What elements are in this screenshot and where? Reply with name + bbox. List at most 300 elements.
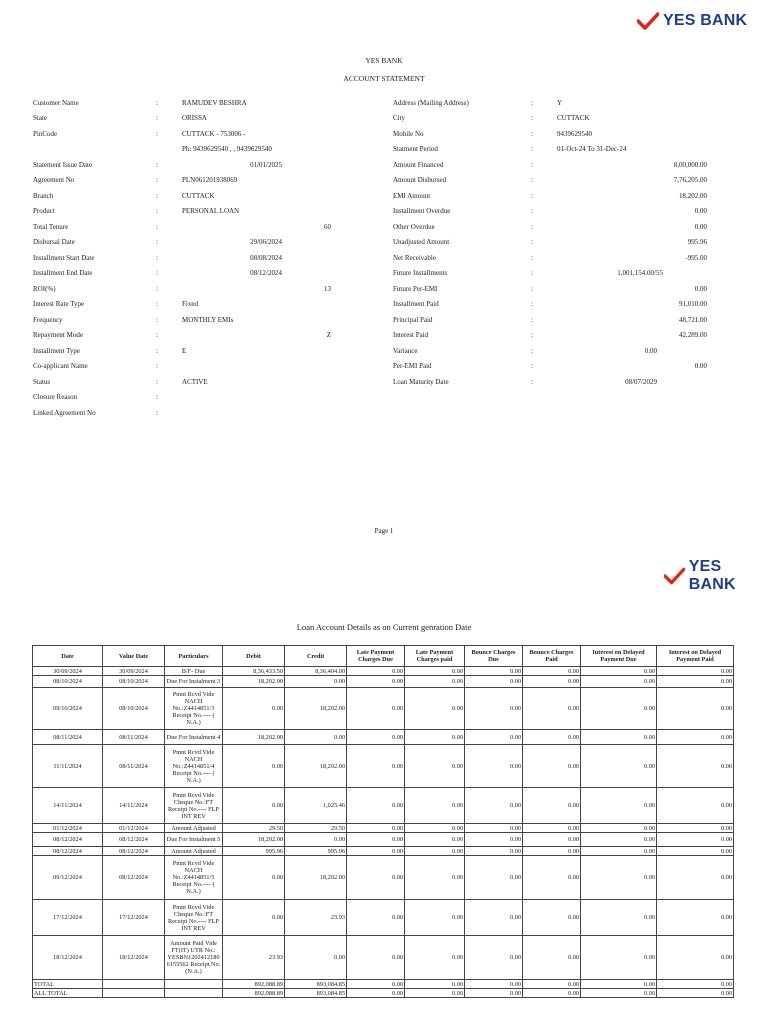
table-cell: Pmnt Rcvd Vide NACH No.:Z4414851/5 Receipt No.---- ( N.A.) — [165, 856, 223, 900]
table-cell: 0.00 — [285, 730, 347, 745]
table-row — [33, 847, 734, 856]
table-cell: 23.93 — [223, 936, 285, 980]
info-value: 0.00 — [644, 347, 657, 355]
table-cell: 0.00 — [405, 730, 465, 745]
table-cell: 30/09/2024 — [103, 667, 165, 676]
table-cell: 0.00 — [523, 788, 581, 824]
table-cell: 0.00 — [405, 676, 465, 688]
info-separator: : — [531, 130, 533, 138]
info-separator: : — [531, 347, 533, 355]
table-cell: 0.00 — [465, 730, 523, 745]
table-cell: 08/12/2024 — [103, 856, 165, 900]
table-cell: 995.96 — [285, 847, 347, 856]
table-cell: 0.00 — [657, 856, 734, 900]
info-row — [393, 377, 709, 387]
table-cell: 0.00 — [657, 833, 734, 847]
table-cell: 0.00 — [405, 856, 465, 900]
table-cell: 0.00 — [223, 688, 285, 730]
table-cell: 0.00 — [405, 989, 465, 998]
table-cell: 0.00 — [405, 745, 465, 788]
info-label: Customer Name — [33, 99, 79, 107]
info-value: 8,00,000.00 — [673, 161, 707, 169]
info-separator: : — [531, 161, 533, 169]
yes-bank-logo-top — [637, 12, 747, 30]
table-cell: 01/12/2024 — [103, 824, 165, 833]
info-label: Installment Type — [33, 347, 81, 355]
table-cell: 0.00 — [581, 900, 657, 936]
table-cell: 0.00 — [657, 745, 734, 788]
info-row — [33, 392, 373, 402]
info-separator: : — [531, 145, 533, 153]
info-row — [33, 113, 373, 123]
info-row — [33, 284, 373, 294]
loan-details-title: Loan Account Details as on Current genration Date — [296, 622, 472, 632]
info-value: 7,76,205.00 — [673, 176, 707, 184]
info-label: Statment Period — [393, 145, 438, 153]
info-separator: : — [531, 362, 533, 370]
info-label: Amount Disbursed — [393, 176, 447, 184]
table-cell: 0.00 — [465, 833, 523, 847]
info-value: 0.00 — [694, 223, 707, 231]
info-label: Principal Paid — [393, 316, 433, 324]
info-row — [33, 361, 373, 371]
info-row — [393, 315, 709, 325]
table-cell: 0.00 — [347, 688, 405, 730]
table-cell: 0.00 — [465, 688, 523, 730]
info-value: 0.00 — [694, 362, 707, 370]
info-row — [393, 191, 709, 201]
info-row — [33, 222, 373, 232]
column-header: Particulars — [165, 646, 223, 667]
info-separator: : — [156, 176, 158, 184]
info-value: 29/06/2024 — [250, 238, 282, 246]
info-separator: : — [531, 176, 533, 184]
table-cell: 18,202.00 — [285, 856, 347, 900]
info-row — [393, 129, 709, 139]
info-row — [33, 206, 373, 216]
table-cell: 0.00 — [523, 667, 581, 676]
info-separator: : — [531, 223, 533, 231]
table-row — [33, 788, 734, 824]
table-cell: ALL TOTAL — [33, 989, 103, 998]
table-cell: B/F- Due — [165, 667, 223, 676]
info-value: 13 — [324, 285, 331, 293]
info-value: 0.00 — [694, 285, 707, 293]
table-cell: 09/10/2024 — [33, 688, 103, 730]
table-cell: 0.00 — [347, 824, 405, 833]
table-cell — [103, 989, 165, 998]
table-cell: 0.00 — [657, 667, 734, 676]
table-cell: 0.00 — [223, 900, 285, 936]
info-row — [33, 237, 373, 247]
table-row — [33, 745, 734, 788]
info-row — [393, 268, 709, 278]
table-cell: 0.00 — [581, 788, 657, 824]
table-cell: 0.00 — [523, 936, 581, 980]
table-cell: 0.00 — [405, 847, 465, 856]
table-cell: 0.00 — [581, 824, 657, 833]
table-cell: 0.00 — [657, 788, 734, 824]
table-cell: 29.50 — [285, 824, 347, 833]
table-cell: 08/11/2024 — [103, 745, 165, 788]
table-cell: 0.00 — [465, 745, 523, 788]
table-cell: 0.00 — [523, 980, 581, 989]
table-cell: 0.00 — [523, 847, 581, 856]
table-cell: TOTAL — [33, 980, 103, 989]
statement-title: ACCOUNT STATEMENT — [343, 74, 425, 83]
info-label: EMI Amount — [393, 192, 431, 200]
column-header: Interest on Delayed Payment Due — [581, 646, 657, 667]
table-cell: 18/12/2024 — [103, 936, 165, 980]
table-cell: 0.00 — [657, 980, 734, 989]
info-label: Interest Paid — [393, 331, 429, 339]
info-row — [393, 113, 709, 123]
info-value: ACTIVE — [182, 378, 208, 386]
table-cell: Amount Paid Vide FT(IT) UTR No.: YESBN1202412180 6155562 Receipt No. (N.A.) — [165, 936, 223, 980]
info-value: 01-Oct-24 To 31-Dec-24 — [557, 145, 627, 153]
info-row — [393, 284, 709, 294]
info-label: Disbursal Date — [33, 238, 75, 246]
table-cell: 0.00 — [405, 688, 465, 730]
table-cell: 08/10/2024 — [103, 688, 165, 730]
bank-name-heading: YES BANK — [365, 56, 403, 65]
info-separator: : — [531, 316, 533, 324]
table-cell: 0.00 — [465, 936, 523, 980]
table-cell: 0.00 — [347, 833, 405, 847]
info-separator: : — [156, 347, 158, 355]
info-label: Future Per-EMI — [393, 285, 438, 293]
info-row — [33, 299, 373, 309]
info-label: Net Receivable — [393, 254, 436, 262]
info-label: ROI(%) — [33, 285, 56, 293]
info-label: Repayment Mode — [33, 331, 83, 339]
column-header: Debit — [223, 646, 285, 667]
info-separator: : — [156, 409, 158, 417]
table-cell: 995.96 — [223, 847, 285, 856]
table-cell: 0.00 — [347, 900, 405, 936]
info-value: PERSONAL LOAN — [182, 207, 240, 215]
info-separator: : — [156, 254, 158, 262]
table-cell: 0.00 — [465, 676, 523, 688]
table-cell: 18,202.00 — [223, 676, 285, 688]
info-label: Future Installments — [393, 269, 448, 277]
column-header: Late Payment Charges Due — [347, 646, 405, 667]
table-cell: 0.00 — [347, 730, 405, 745]
table-cell: Pmnt Rcvd Vide Cheque No.:FT Receipt No.---- FLP INT REV — [165, 900, 223, 936]
table-cell: 0.00 — [405, 824, 465, 833]
column-header: Value Date — [103, 646, 165, 667]
table-cell: 0.00 — [347, 676, 405, 688]
table-cell: 30/09/2024 — [33, 667, 103, 676]
info-value: Fixed — [182, 300, 198, 308]
info-label: Frequency — [33, 316, 63, 324]
info-label: Address (Mailing Address) — [393, 99, 469, 107]
table-cell: 893,084.85 — [285, 989, 347, 998]
info-label: Closure Reason — [33, 393, 78, 401]
table-cell: 11/11/2024 — [33, 745, 103, 788]
column-header: Credit — [285, 646, 347, 667]
info-separator: : — [156, 362, 158, 370]
table-cell: 18/12/2024 — [33, 936, 103, 980]
info-value: 91,010.00 — [679, 300, 707, 308]
info-separator: : — [156, 207, 158, 215]
table-cell: 0.00 — [465, 989, 523, 998]
table-cell: 0.00 — [581, 989, 657, 998]
info-row — [33, 144, 373, 154]
table-cell: 0.00 — [657, 730, 734, 745]
table-cell: Due For Instalment 4 — [165, 730, 223, 745]
table-cell: 8,36,404.00 — [285, 667, 347, 676]
info-label: Installment Start Date — [33, 254, 95, 262]
info-row — [393, 361, 709, 371]
info-separator: : — [531, 300, 533, 308]
info-separator: : — [531, 269, 533, 277]
table-cell: 0.00 — [581, 856, 657, 900]
info-row — [33, 129, 373, 139]
table-cell: 0.00 — [657, 676, 734, 688]
table-cell: 14/11/2024 — [103, 788, 165, 824]
info-value: 9439629540 — [557, 130, 592, 138]
info-label: Mobile No — [393, 130, 424, 138]
table-cell: 0.00 — [347, 667, 405, 676]
info-value: 08/07/2029 — [625, 378, 657, 386]
info-separator: : — [156, 223, 158, 231]
table-cell: 0.00 — [523, 688, 581, 730]
logo-text: YES BANK — [688, 558, 736, 593]
table-cell: 08/12/2024 — [33, 847, 103, 856]
table-cell: 0.00 — [285, 833, 347, 847]
info-label: Other Overdue — [393, 223, 435, 231]
info-row — [33, 98, 373, 108]
table-cell: 0.00 — [465, 980, 523, 989]
total-row — [33, 980, 734, 989]
table-cell: 0.00 — [347, 788, 405, 824]
info-label: Product — [33, 207, 55, 215]
table-cell: Pmnt Rcvd Vide Cheque No.:FT Receipt No.---- FLP INT REV — [165, 788, 223, 824]
info-separator: : — [156, 285, 158, 293]
info-value: RAMUDEV BESHRA — [182, 99, 247, 107]
table-cell: 09/12/2024 — [33, 856, 103, 900]
table-cell: 18,202.00 — [223, 833, 285, 847]
table-cell: 0.00 — [465, 847, 523, 856]
info-separator: : — [531, 378, 533, 386]
info-label: Linked Agreement No — [33, 409, 96, 417]
info-value: 1,001,154.00/55 — [617, 269, 663, 277]
table-cell: Amount Adjusted — [165, 824, 223, 833]
info-value: 01/01/2025 — [250, 161, 282, 169]
info-row — [33, 330, 373, 340]
table-row — [33, 936, 734, 980]
info-separator: : — [156, 114, 158, 122]
total-row — [33, 989, 734, 998]
info-row — [393, 237, 709, 247]
yes-bank-logo-page2 — [664, 558, 768, 594]
info-row — [33, 346, 373, 356]
table-cell: 892,088.89 — [223, 980, 285, 989]
column-header: Bounce Charges Due — [465, 646, 523, 667]
table-cell: 0.00 — [405, 980, 465, 989]
table-cell: 29.50 — [223, 824, 285, 833]
info-row — [393, 222, 709, 232]
info-separator: : — [531, 192, 533, 200]
table-cell: 18,202.00 — [285, 745, 347, 788]
table-cell: 8,36,433.50 — [223, 667, 285, 676]
table-cell: 0.00 — [657, 688, 734, 730]
table-cell: 0.00 — [657, 989, 734, 998]
info-label: Variance — [393, 347, 418, 355]
table-header-row — [33, 646, 734, 667]
info-separator: : — [156, 130, 158, 138]
table-cell: 0.00 — [581, 745, 657, 788]
table-cell: 0.00 — [581, 980, 657, 989]
table-cell: 0.00 — [523, 745, 581, 788]
table-cell: 1,025.46 — [285, 788, 347, 824]
info-row — [393, 346, 709, 356]
table-cell: 0.00 — [657, 900, 734, 936]
table-cell: 0.00 — [347, 989, 405, 998]
table-cell: 08/10/2024 — [103, 676, 165, 688]
info-value: CUTTACK — [182, 192, 215, 200]
info-label: Total Tenure — [33, 223, 69, 231]
table-cell: 0.00 — [347, 847, 405, 856]
info-label: Loan Maturity Date — [393, 378, 449, 386]
info-separator: : — [156, 393, 158, 401]
info-separator: : — [531, 114, 533, 122]
table-cell: 0.00 — [347, 745, 405, 788]
table-cell: 08/11/2024 — [103, 730, 165, 745]
table-cell: 0.00 — [405, 667, 465, 676]
info-label: Agreement No — [33, 176, 75, 184]
table-cell: 0.00 — [465, 788, 523, 824]
table-row — [33, 688, 734, 730]
info-row — [33, 268, 373, 278]
table-cell: 0.00 — [523, 824, 581, 833]
info-separator: : — [156, 300, 158, 308]
info-label: Co-applicant Name — [33, 362, 88, 370]
column-header: Interest on Delayed Payment Paid — [657, 646, 734, 667]
table-row — [33, 900, 734, 936]
info-value: ORISSA — [182, 114, 207, 122]
check-icon — [637, 12, 659, 30]
info-label: Status — [33, 378, 51, 386]
table-cell: 08/12/2024 — [33, 833, 103, 847]
info-label: PinCode — [33, 130, 58, 138]
table-cell: 0.00 — [523, 676, 581, 688]
info-value: 42,289.00 — [679, 331, 707, 339]
table-cell: 18,202.00 — [285, 688, 347, 730]
table-cell: 0.00 — [523, 730, 581, 745]
info-separator: : — [156, 331, 158, 339]
info-separator: : — [531, 331, 533, 339]
info-separator: : — [156, 316, 158, 324]
table-cell: 0.00 — [405, 833, 465, 847]
table-cell: 0.00 — [285, 936, 347, 980]
table-cell: 08/12/2024 — [103, 847, 165, 856]
info-row — [393, 330, 709, 340]
table-cell: Pmnt Rcvd Vide NACH No.:Z4414851/3 Receipt No.---- ( N.A.) — [165, 688, 223, 730]
table-cell: 17/12/2024 — [103, 900, 165, 936]
table-cell: 0.00 — [581, 847, 657, 856]
table-cell: 0.00 — [523, 900, 581, 936]
table-cell: 0.00 — [523, 989, 581, 998]
info-row — [393, 206, 709, 216]
info-value: Y — [557, 99, 563, 107]
info-value: 08/12/2024 — [250, 269, 282, 277]
table-row — [33, 833, 734, 847]
info-row — [393, 160, 709, 170]
info-separator: : — [156, 99, 158, 107]
info-row — [33, 160, 373, 170]
table-cell: 0.00 — [465, 856, 523, 900]
table-cell: 14/11/2024 — [33, 788, 103, 824]
info-label: Interest Rate Type — [33, 300, 85, 308]
table-cell: 0.00 — [347, 936, 405, 980]
info-value: 48,721.00 — [679, 316, 707, 324]
table-cell: 08/12/2024 — [103, 833, 165, 847]
table-cell: 0.00 — [223, 788, 285, 824]
table-cell: Due For Instalment 5 — [165, 833, 223, 847]
info-label: City — [393, 114, 406, 122]
table-cell: 0.00 — [347, 980, 405, 989]
info-row — [393, 253, 709, 263]
info-label: Branch — [33, 192, 54, 200]
transactions-table — [32, 645, 734, 998]
table-cell: 08/10/2024 — [33, 676, 103, 688]
logo-text: YES BANK — [663, 12, 748, 29]
table-cell — [165, 980, 223, 989]
info-label: Installment Paid — [393, 300, 439, 308]
table-cell: 0.00 — [223, 745, 285, 788]
table-cell: 0.00 — [581, 730, 657, 745]
info-separator: : — [531, 207, 533, 215]
table-cell: 0.00 — [285, 676, 347, 688]
info-row — [33, 315, 373, 325]
table-cell: Pmnt Rcvd Vide NACH No.:Z4414851/4 Receipt No.---- ( N.A.) — [165, 745, 223, 788]
info-separator: : — [531, 285, 533, 293]
table-cell: 0.00 — [581, 688, 657, 730]
column-header: Late Payment Charges paid — [405, 646, 465, 667]
table-cell: 0.00 — [657, 847, 734, 856]
info-row — [33, 377, 373, 387]
info-label: Installment Overdue — [393, 207, 451, 215]
table-cell: 892,088.89 — [223, 989, 285, 998]
info-value: 60 — [324, 223, 331, 231]
table-cell: 17/12/2024 — [33, 900, 103, 936]
info-row — [33, 175, 373, 185]
info-separator: : — [531, 238, 533, 246]
table-cell: 0.00 — [405, 936, 465, 980]
check-icon — [664, 567, 685, 585]
info-value: PLN061201938069 — [182, 176, 238, 184]
info-separator: : — [156, 378, 158, 386]
info-value: Ph: 9439629540 , , 9439629540 — [182, 145, 272, 153]
table-cell: 0.00 — [465, 667, 523, 676]
info-label: Installment End Date — [33, 269, 93, 277]
info-value: MONTHLY EMIs — [182, 316, 234, 324]
column-header: Date — [33, 646, 103, 667]
info-separator: : — [531, 254, 533, 262]
table-row — [33, 676, 734, 688]
info-row — [393, 98, 709, 108]
table-row — [33, 667, 734, 676]
column-header: Bounce Charges Paid — [523, 646, 581, 667]
table-cell: 23.93 — [285, 900, 347, 936]
info-row — [393, 144, 709, 154]
table-cell: 0.00 — [465, 824, 523, 833]
info-value: E — [182, 347, 187, 355]
info-separator: : — [156, 161, 158, 169]
info-label: Unadjusted Amount — [393, 238, 450, 246]
